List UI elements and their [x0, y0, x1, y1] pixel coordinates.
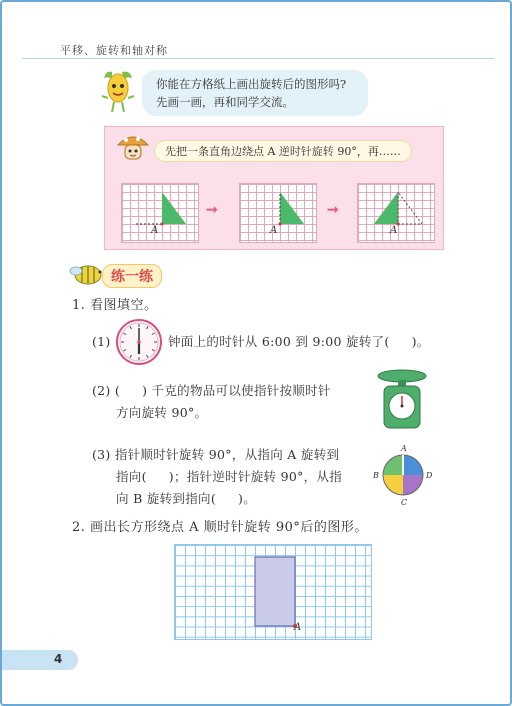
- question-1-title: 1. 看图填空。: [72, 298, 158, 313]
- rotation-point-label: A: [294, 622, 302, 633]
- rectangle-shape: [255, 557, 295, 626]
- arrow-right-icon: ➞: [327, 202, 339, 218]
- dial-label-a: A: [401, 444, 407, 453]
- kitchen-scale-image: [376, 368, 428, 430]
- chapter-header: 平移、旋转和轴对称: [60, 44, 168, 57]
- demo-point-label-2: A: [270, 225, 278, 236]
- demo-grid-original: [121, 183, 199, 243]
- q1-part1-number: (1): [92, 334, 111, 349]
- q1-part1-text: 钟面上的时针从 6:00 到 9:00 旋转了( )。: [168, 334, 430, 349]
- demo-grid-step1: [239, 183, 317, 243]
- q1-part3-text: (3) 指针顺时针旋转 90°，从指向 A 旋转到 指向( )；指针逆时针旋转 90°，从指 向 B 旋转到指向( )。: [92, 447, 343, 506]
- bee-mascot-icon: [66, 261, 106, 287]
- drawing-grid[interactable]: [174, 544, 372, 640]
- demo-tip-bubble: 先把一条直角边绕点 A 逆时针旋转 90°，再……: [154, 140, 412, 162]
- question-2-title: 2. 画出长方形绕点 A 顺时针旋转 90°后的图形。: [72, 520, 368, 535]
- quadrant-dial-image: [370, 442, 436, 508]
- header-divider: [22, 58, 494, 59]
- clock-face-image: [115, 318, 163, 366]
- demo-point-label-1: A: [151, 225, 159, 236]
- dial-label-b: B: [373, 471, 379, 480]
- dial-label-c: C: [401, 498, 408, 507]
- mushroom-mascot-image: [116, 131, 150, 163]
- intro-speech-bubble: [142, 70, 368, 116]
- page-number-tab: [2, 650, 78, 670]
- intro-question: 你能在方格纸上画出旋转后的图形吗?: [156, 77, 347, 91]
- q1-part2-text: (2) ( ) 千克的物品可以使指针按顺时针 方向旋转 90°。: [92, 383, 331, 420]
- practice-label: 练一练: [111, 269, 153, 285]
- corn-mascot-image: [98, 68, 138, 114]
- demo-point-label-3: A: [390, 225, 398, 236]
- dial-label-d: D: [426, 471, 433, 480]
- practice-badge: [102, 264, 162, 288]
- page-number: 4: [54, 652, 63, 666]
- intro-followup: 先画一画，再和同学交流。: [156, 95, 294, 109]
- arrow-right-icon: ➞: [206, 202, 218, 218]
